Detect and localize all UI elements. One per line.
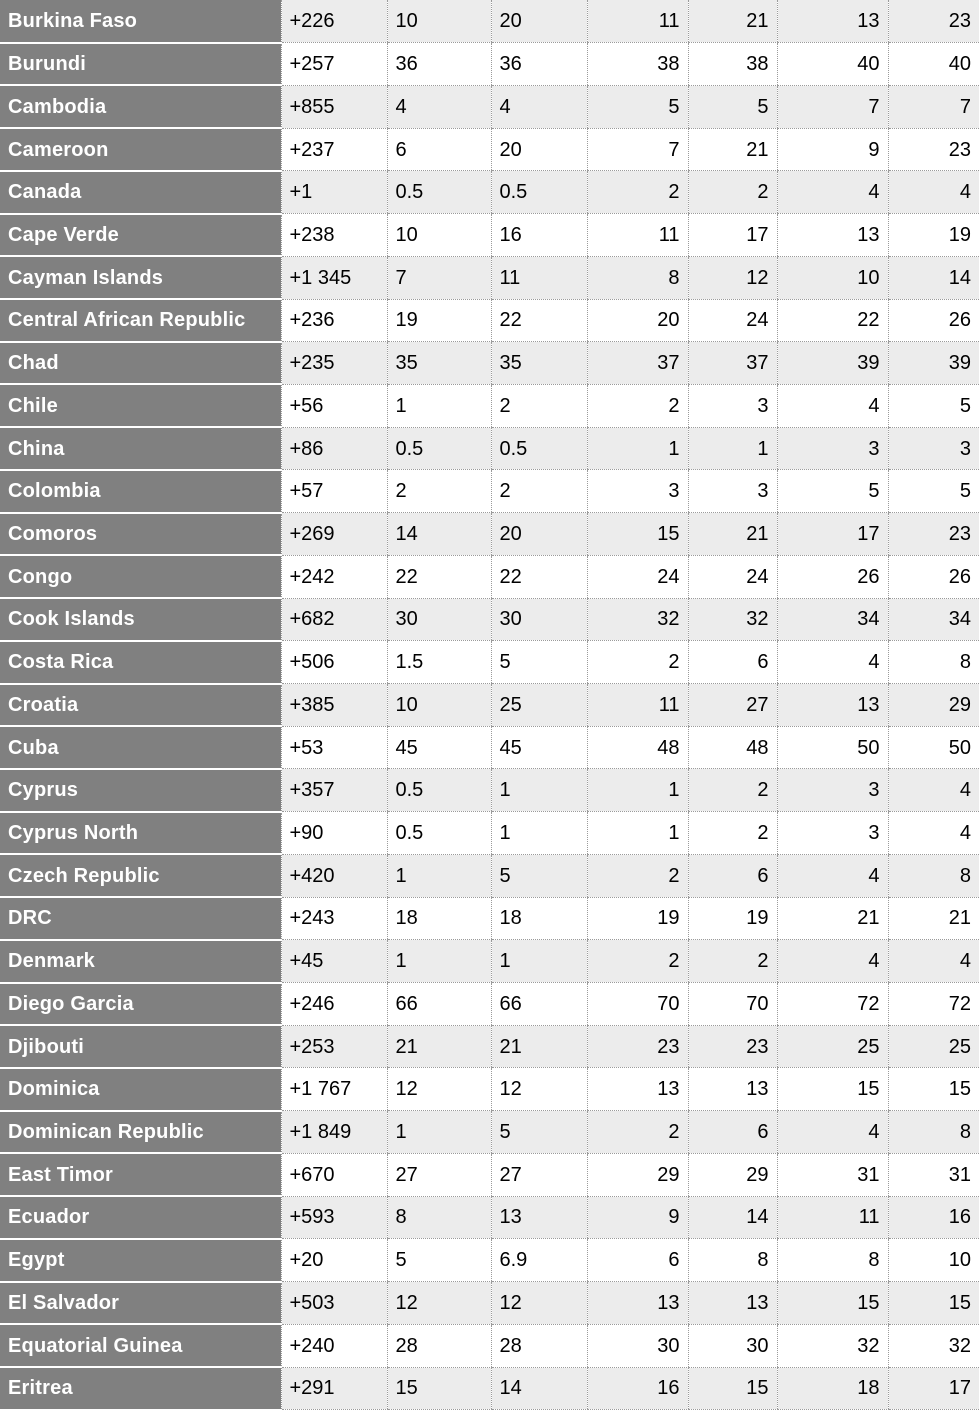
table-row: [0, 171, 979, 214]
dial-code-cell: +242: [281, 555, 387, 598]
rate-cell-6: 5: [888, 384, 979, 427]
rate-cell-2: 2: [491, 384, 587, 427]
rate-cell-3: 1: [587, 427, 688, 470]
country-cell: Cayman Islands: [0, 256, 281, 299]
rate-cell-2: 5: [491, 854, 587, 897]
rate-cell-6: 15: [888, 1068, 979, 1111]
rate-cell-1: 10: [387, 214, 491, 257]
country-cell: Cape Verde: [0, 214, 281, 257]
table-row: [0, 1153, 979, 1196]
dial-code-cell: +56: [281, 384, 387, 427]
country-cell: DRC: [0, 897, 281, 940]
rate-cell-6: 23: [888, 0, 979, 43]
rate-cell-1: 1: [387, 1111, 491, 1154]
table-row: [0, 555, 979, 598]
rate-cell-1: 7: [387, 256, 491, 299]
rate-cell-2: 2: [491, 470, 587, 513]
rate-cell-4: 30: [688, 1324, 777, 1367]
table-row: [0, 769, 979, 812]
dial-code-cell: +503: [281, 1282, 387, 1325]
rate-cell-5: 5: [777, 470, 888, 513]
rate-cell-5: 4: [777, 854, 888, 897]
rate-cell-5: 4: [777, 940, 888, 983]
rate-cell-4: 6: [688, 641, 777, 684]
dial-code-cell: +1 345: [281, 256, 387, 299]
rate-cell-5: 9: [777, 128, 888, 171]
rate-cell-3: 9: [587, 1196, 688, 1239]
rate-cell-6: 23: [888, 128, 979, 171]
rate-cell-3: 15: [587, 513, 688, 556]
rate-cell-6: 29: [888, 684, 979, 727]
country-cell: Central African Republic: [0, 299, 281, 342]
rate-cell-2: 5: [491, 641, 587, 684]
dial-code-cell: +243: [281, 897, 387, 940]
rate-cell-2: 12: [491, 1068, 587, 1111]
table-row: [0, 1111, 979, 1154]
rate-cell-6: 34: [888, 598, 979, 641]
rate-cell-1: 4: [387, 85, 491, 128]
rate-cell-5: 4: [777, 1111, 888, 1154]
rate-cell-6: 8: [888, 1111, 979, 1154]
rate-cell-5: 72: [777, 983, 888, 1026]
rate-cell-6: 26: [888, 299, 979, 342]
country-cell: Dominican Republic: [0, 1111, 281, 1154]
table-row: [0, 1025, 979, 1068]
rate-cell-3: 13: [587, 1068, 688, 1111]
country-cell: Cambodia: [0, 85, 281, 128]
rate-cell-1: 19: [387, 299, 491, 342]
dial-code-cell: +235: [281, 342, 387, 385]
rate-cell-2: 25: [491, 684, 587, 727]
table-row: [0, 0, 979, 43]
rate-cell-1: 12: [387, 1282, 491, 1325]
country-cell: Burkina Faso: [0, 0, 281, 43]
rate-cell-4: 21: [688, 513, 777, 556]
rate-cell-4: 8: [688, 1239, 777, 1282]
rate-cell-6: 4: [888, 940, 979, 983]
rate-cell-6: 8: [888, 854, 979, 897]
rate-cell-2: 0.5: [491, 427, 587, 470]
rate-cell-1: 12: [387, 1068, 491, 1111]
rate-cell-3: 23: [587, 1025, 688, 1068]
rate-cell-1: 5: [387, 1239, 491, 1282]
rate-cell-5: 15: [777, 1068, 888, 1111]
rate-cell-4: 17: [688, 214, 777, 257]
rate-cell-3: 11: [587, 214, 688, 257]
rate-cell-6: 39: [888, 342, 979, 385]
rate-cell-6: 16: [888, 1196, 979, 1239]
rate-cell-6: 4: [888, 812, 979, 855]
rate-cell-1: 1.5: [387, 641, 491, 684]
rate-cell-1: 36: [387, 43, 491, 86]
rate-cell-2: 66: [491, 983, 587, 1026]
rate-cell-1: 21: [387, 1025, 491, 1068]
rate-cell-3: 29: [587, 1153, 688, 1196]
country-cell: Cook Islands: [0, 598, 281, 641]
table-row: [0, 598, 979, 641]
rate-cell-2: 20: [491, 0, 587, 43]
rate-cell-5: 39: [777, 342, 888, 385]
rate-cell-3: 1: [587, 769, 688, 812]
rate-cell-3: 70: [587, 983, 688, 1026]
rate-cell-1: 14: [387, 513, 491, 556]
rate-cell-4: 24: [688, 299, 777, 342]
dial-code-cell: +291: [281, 1367, 387, 1410]
country-cell: Canada: [0, 171, 281, 214]
rate-cell-1: 1: [387, 940, 491, 983]
rate-cell-2: 5: [491, 1111, 587, 1154]
rate-cell-2: 45: [491, 726, 587, 769]
country-cell: Czech Republic: [0, 854, 281, 897]
rate-cell-5: 3: [777, 427, 888, 470]
table-row: [0, 128, 979, 171]
country-cell: Dominica: [0, 1068, 281, 1111]
rate-cell-6: 19: [888, 214, 979, 257]
rate-cell-2: 13: [491, 1196, 587, 1239]
rate-cell-1: 8: [387, 1196, 491, 1239]
table-row: [0, 43, 979, 86]
rate-cell-4: 29: [688, 1153, 777, 1196]
rate-cell-3: 7: [587, 128, 688, 171]
table-row: [0, 470, 979, 513]
rate-cell-5: 32: [777, 1324, 888, 1367]
rate-cell-4: 21: [688, 128, 777, 171]
rate-cell-1: 22: [387, 555, 491, 598]
rate-cell-1: 30: [387, 598, 491, 641]
country-cell: Comoros: [0, 513, 281, 556]
rate-cell-4: 48: [688, 726, 777, 769]
rate-cell-2: 30: [491, 598, 587, 641]
dial-code-cell: +257: [281, 43, 387, 86]
rate-cell-5: 11: [777, 1196, 888, 1239]
dial-code-cell: +269: [281, 513, 387, 556]
rate-cell-6: 8: [888, 641, 979, 684]
rate-cell-3: 1: [587, 812, 688, 855]
rate-cell-6: 31: [888, 1153, 979, 1196]
rate-cell-1: 0.5: [387, 812, 491, 855]
rate-cell-3: 16: [587, 1367, 688, 1410]
rate-cell-1: 0.5: [387, 427, 491, 470]
rate-cell-1: 15: [387, 1367, 491, 1410]
country-cell: Costa Rica: [0, 641, 281, 684]
rate-cell-2: 0.5: [491, 171, 587, 214]
dial-code-cell: +226: [281, 0, 387, 43]
country-cell: East Timor: [0, 1153, 281, 1196]
rate-cell-3: 19: [587, 897, 688, 940]
dial-code-cell: +86: [281, 427, 387, 470]
table-row: [0, 513, 979, 556]
rate-cell-5: 13: [777, 684, 888, 727]
table-row: [0, 684, 979, 727]
dial-code-cell: +20: [281, 1239, 387, 1282]
table-row: [0, 854, 979, 897]
country-cell: Cyprus North: [0, 812, 281, 855]
dial-code-cell: +253: [281, 1025, 387, 1068]
rate-cell-5: 25: [777, 1025, 888, 1068]
rate-cell-3: 30: [587, 1324, 688, 1367]
table-row: [0, 1196, 979, 1239]
rate-cell-3: 2: [587, 1111, 688, 1154]
rate-cell-1: 28: [387, 1324, 491, 1367]
rate-cell-6: 17: [888, 1367, 979, 1410]
country-cell: Diego Garcia: [0, 983, 281, 1026]
rate-cell-5: 4: [777, 384, 888, 427]
rate-cell-4: 6: [688, 854, 777, 897]
rate-cell-4: 6: [688, 1111, 777, 1154]
table-row: [0, 1282, 979, 1325]
table-row: [0, 384, 979, 427]
rate-cell-3: 11: [587, 684, 688, 727]
table-row: [0, 940, 979, 983]
rate-cell-6: 40: [888, 43, 979, 86]
rate-cell-5: 18: [777, 1367, 888, 1410]
country-cell: Ecuador: [0, 1196, 281, 1239]
rate-cell-1: 66: [387, 983, 491, 1026]
rate-cell-4: 14: [688, 1196, 777, 1239]
rate-cell-4: 1: [688, 427, 777, 470]
dial-code-cell: +420: [281, 854, 387, 897]
table-row: [0, 427, 979, 470]
rate-cell-6: 15: [888, 1282, 979, 1325]
rate-cell-1: 35: [387, 342, 491, 385]
rate-cell-2: 28: [491, 1324, 587, 1367]
country-cell: Djibouti: [0, 1025, 281, 1068]
rate-cell-4: 3: [688, 470, 777, 513]
rate-cell-3: 2: [587, 940, 688, 983]
dial-code-cell: +506: [281, 641, 387, 684]
rate-cell-2: 21: [491, 1025, 587, 1068]
rate-cell-2: 6.9: [491, 1239, 587, 1282]
rate-cell-3: 8: [587, 256, 688, 299]
table-row: [0, 983, 979, 1026]
table-row: [0, 214, 979, 257]
rate-cell-4: 3: [688, 384, 777, 427]
rate-cell-1: 0.5: [387, 769, 491, 812]
rate-cell-4: 37: [688, 342, 777, 385]
table-row: [0, 85, 979, 128]
rate-cell-3: 24: [587, 555, 688, 598]
table-row: [0, 897, 979, 940]
rate-cell-5: 4: [777, 171, 888, 214]
rate-cell-3: 32: [587, 598, 688, 641]
dial-code-cell: +385: [281, 684, 387, 727]
rate-cell-4: 19: [688, 897, 777, 940]
rate-cell-3: 2: [587, 641, 688, 684]
country-cell: Eritrea: [0, 1367, 281, 1410]
table-row: [0, 1239, 979, 1282]
rate-cell-1: 10: [387, 0, 491, 43]
dial-code-cell: +90: [281, 812, 387, 855]
rate-cell-3: 48: [587, 726, 688, 769]
rate-cell-5: 17: [777, 513, 888, 556]
rate-cell-5: 3: [777, 812, 888, 855]
rate-cell-4: 27: [688, 684, 777, 727]
rate-cell-5: 15: [777, 1282, 888, 1325]
rate-cell-2: 20: [491, 128, 587, 171]
rate-cell-2: 12: [491, 1282, 587, 1325]
country-cell: Congo: [0, 555, 281, 598]
rate-cell-1: 18: [387, 897, 491, 940]
rate-cell-4: 24: [688, 555, 777, 598]
rate-cell-5: 40: [777, 43, 888, 86]
rate-cell-3: 37: [587, 342, 688, 385]
rate-cell-6: 14: [888, 256, 979, 299]
rate-cell-6: 32: [888, 1324, 979, 1367]
rate-cell-3: 2: [587, 171, 688, 214]
rate-cell-5: 8: [777, 1239, 888, 1282]
dial-code-cell: +236: [281, 299, 387, 342]
rate-cell-2: 4: [491, 85, 587, 128]
rate-cell-2: 35: [491, 342, 587, 385]
rate-cell-1: 1: [387, 854, 491, 897]
country-cell: Cuba: [0, 726, 281, 769]
rate-cell-2: 1: [491, 812, 587, 855]
rate-cell-4: 2: [688, 769, 777, 812]
rate-cell-2: 20: [491, 513, 587, 556]
rate-cell-2: 36: [491, 43, 587, 86]
rate-cell-6: 3: [888, 427, 979, 470]
rate-cell-6: 7: [888, 85, 979, 128]
table-row: [0, 256, 979, 299]
dial-code-cell: +670: [281, 1153, 387, 1196]
dial-code-cell: +1 849: [281, 1111, 387, 1154]
rate-cell-5: 26: [777, 555, 888, 598]
country-cell: Cameroon: [0, 128, 281, 171]
dial-code-cell: +57: [281, 470, 387, 513]
country-cell: Burundi: [0, 43, 281, 86]
rate-cell-2: 18: [491, 897, 587, 940]
rate-cell-5: 31: [777, 1153, 888, 1196]
country-cell: El Salvador: [0, 1282, 281, 1325]
rate-cell-4: 70: [688, 983, 777, 1026]
rate-cell-2: 11: [491, 256, 587, 299]
rate-cell-4: 13: [688, 1282, 777, 1325]
rate-cell-5: 50: [777, 726, 888, 769]
dial-code-cell: +53: [281, 726, 387, 769]
table-row: [0, 342, 979, 385]
dial-code-cell: +240: [281, 1324, 387, 1367]
rate-cell-1: 0.5: [387, 171, 491, 214]
rate-cell-3: 2: [587, 384, 688, 427]
rate-cell-6: 23: [888, 513, 979, 556]
dial-code-cell: +682: [281, 598, 387, 641]
country-cell: Croatia: [0, 684, 281, 727]
rate-cell-1: 10: [387, 684, 491, 727]
rate-cell-4: 5: [688, 85, 777, 128]
rate-cell-1: 45: [387, 726, 491, 769]
rate-cell-6: 4: [888, 769, 979, 812]
rate-cell-4: 32: [688, 598, 777, 641]
table-row: [0, 1367, 979, 1410]
country-cell: Egypt: [0, 1239, 281, 1282]
rate-cell-6: 5: [888, 470, 979, 513]
rate-cell-2: 27: [491, 1153, 587, 1196]
rate-cell-5: 10: [777, 256, 888, 299]
rate-cell-3: 5: [587, 85, 688, 128]
country-cell: Denmark: [0, 940, 281, 983]
rate-cell-3: 3: [587, 470, 688, 513]
rate-cell-6: 21: [888, 897, 979, 940]
rate-cell-4: 13: [688, 1068, 777, 1111]
table-row: [0, 1324, 979, 1367]
rate-cell-4: 21: [688, 0, 777, 43]
rate-cell-5: 21: [777, 897, 888, 940]
rate-cell-1: 1: [387, 384, 491, 427]
rate-cell-5: 13: [777, 0, 888, 43]
country-cell: Chile: [0, 384, 281, 427]
rate-cell-5: 4: [777, 641, 888, 684]
rate-cell-4: 15: [688, 1367, 777, 1410]
rate-cell-5: 22: [777, 299, 888, 342]
rate-cell-3: 6: [587, 1239, 688, 1282]
country-cell: Chad: [0, 342, 281, 385]
rate-cell-2: 1: [491, 769, 587, 812]
rate-cell-2: 22: [491, 555, 587, 598]
rate-cell-3: 20: [587, 299, 688, 342]
rate-cell-5: 7: [777, 85, 888, 128]
rate-cell-3: 38: [587, 43, 688, 86]
rate-cell-2: 14: [491, 1367, 587, 1410]
rate-cell-6: 72: [888, 983, 979, 1026]
dial-code-cell: +1: [281, 171, 387, 214]
rate-cell-6: 25: [888, 1025, 979, 1068]
table-row: [0, 812, 979, 855]
table-row: [0, 641, 979, 684]
rate-cell-4: 2: [688, 940, 777, 983]
rate-cell-6: 4: [888, 171, 979, 214]
rate-cell-3: 2: [587, 854, 688, 897]
rate-cell-6: 10: [888, 1239, 979, 1282]
rate-cell-1: 27: [387, 1153, 491, 1196]
dial-code-cell: +593: [281, 1196, 387, 1239]
rate-cell-5: 13: [777, 214, 888, 257]
rate-cell-4: 2: [688, 812, 777, 855]
dial-code-cell: +45: [281, 940, 387, 983]
dial-code-cell: +357: [281, 769, 387, 812]
country-cell: Colombia: [0, 470, 281, 513]
rate-cell-3: 13: [587, 1282, 688, 1325]
rate-cell-6: 26: [888, 555, 979, 598]
rate-cell-3: 11: [587, 0, 688, 43]
rate-cell-5: 34: [777, 598, 888, 641]
rate-cell-4: 12: [688, 256, 777, 299]
rate-cell-4: 2: [688, 171, 777, 214]
table-row: [0, 299, 979, 342]
rate-cell-5: 3: [777, 769, 888, 812]
rate-cell-1: 2: [387, 470, 491, 513]
table-row: [0, 1068, 979, 1111]
dial-code-cell: +1 767: [281, 1068, 387, 1111]
rate-cell-2: 22: [491, 299, 587, 342]
dial-code-cell: +238: [281, 214, 387, 257]
dial-code-cell: +246: [281, 983, 387, 1026]
dial-code-cell: +237: [281, 128, 387, 171]
rate-cell-2: 1: [491, 940, 587, 983]
country-cell: China: [0, 427, 281, 470]
rate-cell-4: 23: [688, 1025, 777, 1068]
table-row: [0, 726, 979, 769]
rate-cell-4: 38: [688, 43, 777, 86]
country-cell: Equatorial Guinea: [0, 1324, 281, 1367]
rate-cell-2: 16: [491, 214, 587, 257]
country-cell: Cyprus: [0, 769, 281, 812]
dial-code-cell: +855: [281, 85, 387, 128]
rate-cell-1: 6: [387, 128, 491, 171]
rate-cell-6: 50: [888, 726, 979, 769]
